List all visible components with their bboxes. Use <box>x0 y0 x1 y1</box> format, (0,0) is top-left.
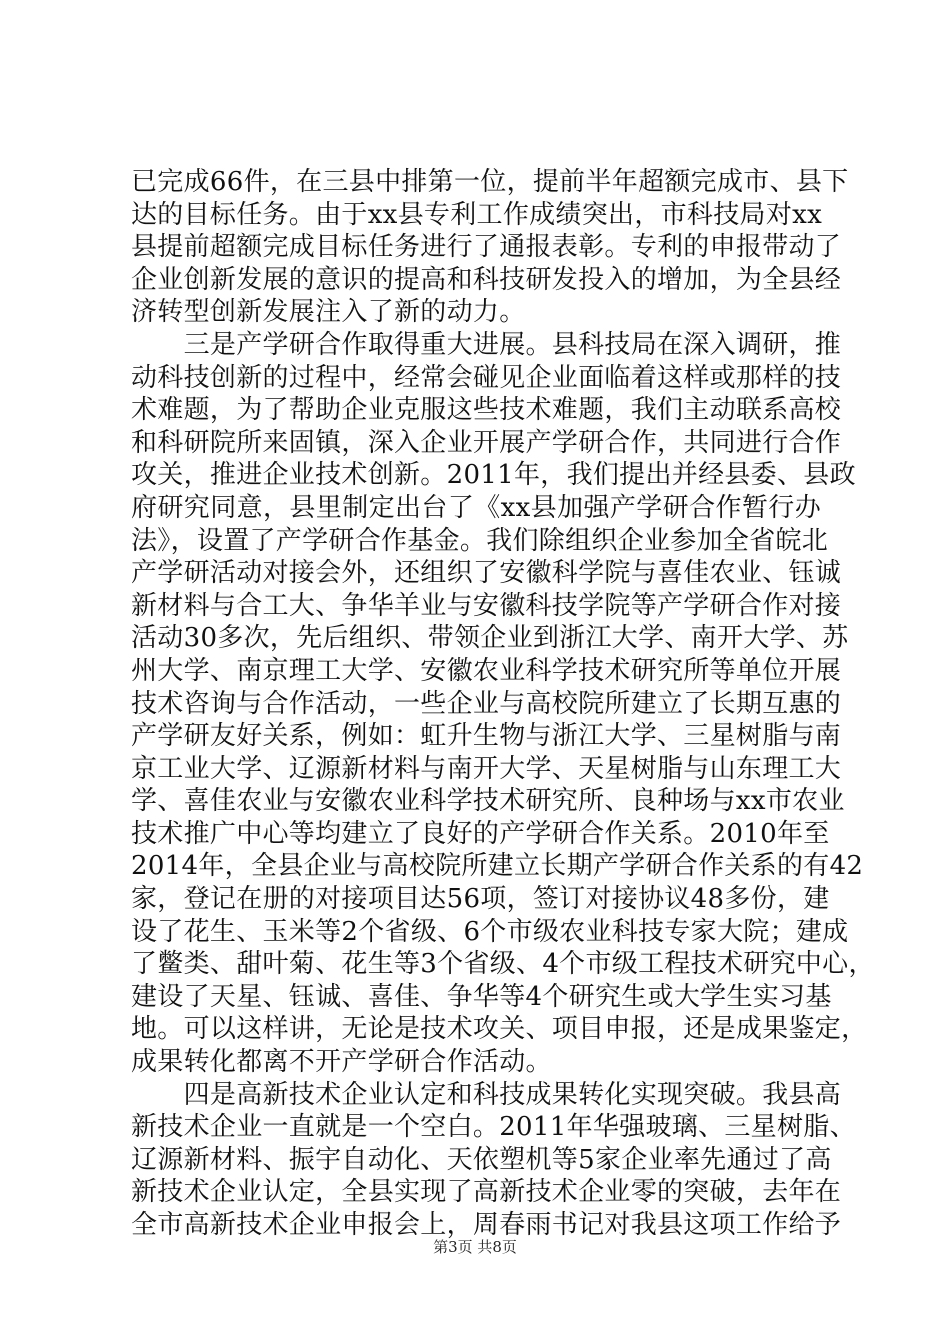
text-line: 动科技创新的过程中，经常会碰见企业面临着这样或那样的技 <box>131 362 842 393</box>
text-line: 全市高新技术企业申报会上，周春雨书记对我县这项工作给予 <box>131 1210 842 1240</box>
text-line: 技术推广中心等均建立了良好的产学研合作关系。2010年至 <box>131 818 830 849</box>
text-line: 地。可以这样讲，无论是技术攻关、项目申报，还是成果鉴定， <box>131 1014 868 1045</box>
text-line: 县提前超额完成目标任务进行了通报表彰。专利的申报带动了 <box>131 232 842 263</box>
text-line: 和科研院所来固镇，深入企业开展产学研合作，共同进行合作 <box>131 427 842 458</box>
text-line: 济转型创新发展注入了新的动力。 <box>131 297 526 328</box>
text-line: 活动30多次，先后组织、带领企业到浙江大学、南开大学、苏 <box>131 623 849 654</box>
text-line: 攻关，推进企业技术创新。2011年，我们提出并经县委、县政 <box>131 460 856 491</box>
text-line: 京工业大学、辽源新材料与南开大学、天星树脂与山东理工大 <box>131 753 842 784</box>
text-line: 企业创新发展的意识的提高和科技研发投入的增加，为全县经 <box>131 264 842 295</box>
text-line: 技术咨询与合作活动，一些企业与高校院所建立了长期互惠的 <box>131 688 842 719</box>
text-line: 达的目标任务。由于xx县专利工作成绩突出，市科技局对xx <box>131 199 823 230</box>
text-line: 府研究同意，县里制定出台了《xx县加强产学研合作暂行办 <box>131 492 821 523</box>
text-line: 新材料与合工大、争华羊业与安徽科技学院等产学研合作对接 <box>131 590 842 621</box>
text-line: 术难题，为了帮助企业克服这些技术难题，我们主动联系高校 <box>131 395 842 426</box>
text-line: 建设了天星、钰诚、喜佳、争华等4个研究生或大学生实习基 <box>131 981 832 1012</box>
text-line: 设了花生、玉米等2个省级、6个市级农业科技专家大院；建成 <box>131 916 849 947</box>
text-line: 辽源新材料、振宇自动化、天依塑机等5家企业率先通过了高 <box>131 1144 832 1175</box>
text-line: 新技术企业认定，全县实现了高新技术企业零的突破，去年在 <box>131 1177 842 1208</box>
text-line: 学、喜佳农业与安徽农业科学技术研究所、良种场与xx市农业 <box>131 786 845 817</box>
text-line: 三是产学研合作取得重大进展。县科技局在深入调研，推 <box>131 329 842 360</box>
text-line: 法》，设置了产学研合作基金。我们除组织企业参加全省皖北 <box>131 525 829 556</box>
text-line: 成果转化都离不开产学研合作活动。 <box>131 1047 552 1078</box>
text-line: 产学研活动对接会外，还组织了安徽科学院与喜佳农业、钰诚 <box>131 558 842 589</box>
text-line: 州大学、南京理工大学、安徽农业科学技术研究所等单位开展 <box>131 655 842 686</box>
text-line: 已完成66件，在三县中排第一位，提前半年超额完成市、县下 <box>131 167 849 197</box>
text-line: 了鳖类、甜叶菊、花生等3个省级、4个市级工程技术研究中心， <box>131 949 875 980</box>
text-line: 产学研友好关系，例如：虹升生物与浙江大学、三星树脂与南 <box>131 721 842 752</box>
text-line: 新技术企业一直就是一个空白。2011年华强玻璃、三星树脂、 <box>131 1112 856 1143</box>
page-footer: 第3页 共8页 <box>433 1238 517 1256</box>
text-line: 家，登记在册的对接项目达56项，签订对接协议48多份，建 <box>131 884 830 915</box>
text-line: 四是高新技术企业认定和科技成果转化实现突破。我县高 <box>131 1079 842 1110</box>
text-line: 2014年，全县企业与高校院所建立长期产学研合作关系的有42 <box>131 851 864 882</box>
body-text <box>131 166 875 1242</box>
